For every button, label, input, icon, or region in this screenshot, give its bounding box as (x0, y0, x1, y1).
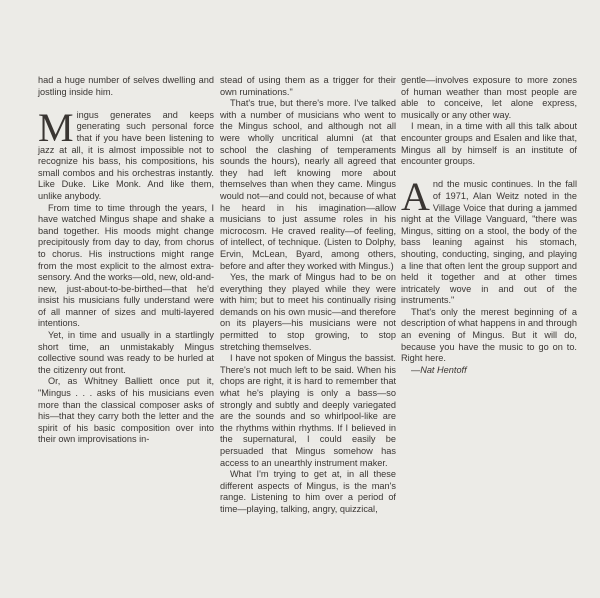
paragraph: That's true, but there's more. I've talked with a number of musicians who went to the Mingus school, and although not all were wholly uncritical alumni (at that school the clashing of temperaments sounds the hours), nearly all agreed that they had left knowing more about themselves than when they came. Mingus would not—and could not, because of what he heard in his imagination—allow musicians to just assume roles in his microcosm. He craved reality—of feeling, of intellect, of technique. (Listen to Dolphy, Ervin, McLean, Byard, among others, before and after they worked with Mingus.) (220, 98, 396, 271)
author-signature: —Nat Hentoff (411, 364, 467, 375)
paragraph: What I'm trying to get at, in all these different aspects of Mingus, is the man's range. Listening to him over a period of time—playing, talking, angry, quizzical, (220, 469, 396, 514)
paragraph: I mean, in a time with all this talk about encounter groups and Esalen and like that, Mingus all by himself is an institute of encounter groups. (401, 121, 577, 167)
paragraph: From time to time through the years, I have watched Mingus shape and shake a band together. His moods might change precipitously from day to day, from chorus to chorus. His instructions might range from the most explicit to the almost extra-sensory. And the works—old, new, old-and-new, just-about-to-be-birthed—that he'd insist his musicians fully understand were of all manner of sizes and multi-layered intentions. (38, 202, 215, 329)
text-column-2 (220, 75, 396, 516)
drop-cap: A (401, 174, 430, 220)
paragraph: That's only the merest beginning of a description of what happens in and through an evening of Mingus. But it will do, because you have the music to go on to. Right here. (401, 306, 577, 364)
text-column-3 (401, 75, 577, 376)
drop-cap: M (38, 104, 74, 150)
paragraph-text: nd the music continues. In the fall of 1971, Alan Weitz noted in the Village Voice that during a jammed night at the Village Vanguard, "there was Mingus, sitting on a stool, the body of the bass leaning against his stomach, shouting, conducting, singing, and playing a line that often lent the group support and held it together and at other times intricately wove in and out of the instruments." (401, 179, 577, 306)
paragraph-dropcap (401, 174, 577, 307)
paragraph: Or, as Whitney Balliett once put it, "Mingus . . . asks of his musicians even more than the classical composer asks of his—that they carry both the letter and the spirit of his basic composition over into their own improvisations in- (38, 376, 214, 445)
paragraph: had a huge number of selves dwelling and jostling inside him. (38, 75, 214, 97)
paragraph: Yes, the mark of Mingus had to be on everything they played while they were with him; but to meet his continually rising demands on his own music—and therefore on its players—his musicians were not permitted to stop growing, to stop stretching themselves. (220, 272, 396, 352)
paragraph-dropcap (38, 104, 214, 203)
paragraph-text: ingus generates and keeps generating such personal force that if you have been listening to jazz at all, it is almost impossible not to recognize his bass, his compositions, his small combos and his orchestras instantly. Like Duke. Like Monk. And like them, unlike anybody. (38, 109, 214, 201)
paragraph: I have not spoken of Mingus the bassist. There's not much left to be said. When his chops are right, it is hard to remember that what he's playing is only a bass—so strongly and subtly and deeply variegated are the sounds and so whirlpool-like are the rhythms within rhythms. If I believed in the supernatural, I could easily be persuaded that Mingus somehow has access to an unearthly instrument maker. (220, 353, 396, 468)
paragraph: stead of using them as a trigger for their own ruminations." (220, 75, 396, 97)
paragraph: gentle—involves exposure to more zones of human weather than most people are able to conceive, let alone express, musically or any other way. (401, 75, 577, 120)
paragraph: Yet, in time and usually in a startlingly short time, an unmistakably Mingus collective sound was ready to be hurled at the citizenry out front. (38, 330, 214, 375)
text-column-1 (38, 75, 214, 446)
